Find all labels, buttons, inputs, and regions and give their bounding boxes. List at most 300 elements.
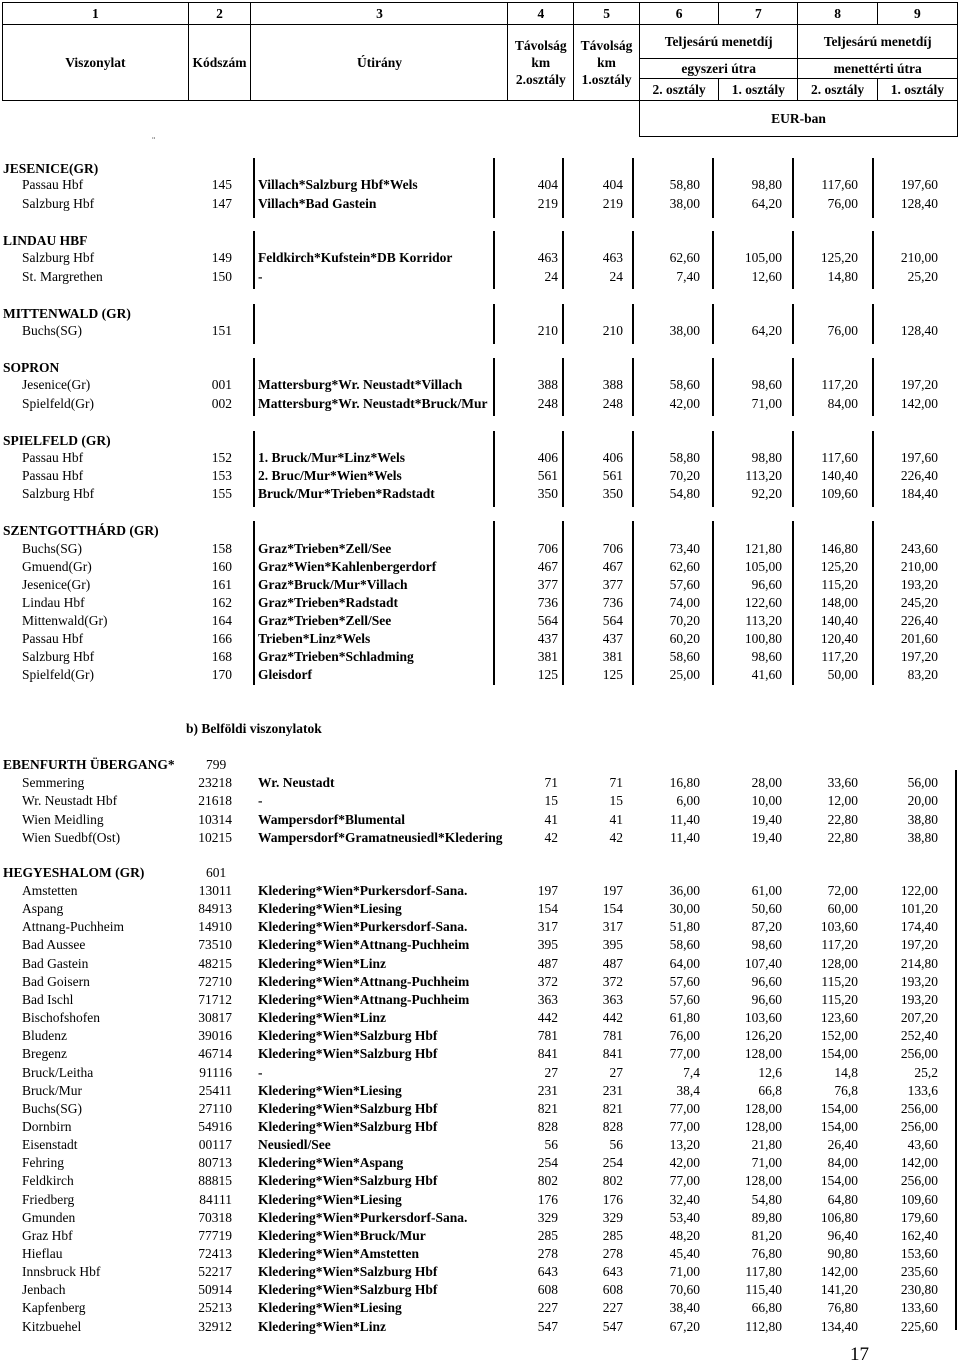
cell-route: Kledering*Wien*Salzburg Hbf [258,1118,438,1134]
header-tavolsag-1 [574,25,640,101]
cell-route: Kledering*Wien*Purkersdorf-Sana. [258,883,468,898]
column-rule [562,158,564,218]
cell-station: Bad Gastein [22,955,89,971]
cell-fare-return-1: 197,60 [900,177,938,192]
cell-station: Bludenz [22,1028,67,1044]
cell-fare-single-1: 96,60 [751,973,782,989]
cell-fare-return-1: 210,00 [900,559,938,574]
cell-fare-single-1: 98,80 [751,450,782,465]
cell-route: Gleisdorf [258,667,312,682]
cell-dist-1: 372 [602,973,623,989]
cell-fare-return-1: 235,60 [900,1264,938,1280]
col-number-7: 7 [719,3,798,25]
cell-dist-2: 219 [537,196,558,211]
cell-dist-1: 278 [602,1246,623,1261]
table-row [0,900,960,918]
cell-fare-single-1: 98,60 [751,377,782,392]
cell-route: Kledering*Wien*Attnang-Puchheim [258,991,470,1007]
section-title: SOPRON [3,360,60,375]
cell-dist-2: 363 [537,991,558,1007]
cell-station: Bad Aussee [22,937,86,953]
header-egy-1oszt: 1. osztály [719,79,798,101]
cell-fare-return-1: 197,20 [900,377,938,392]
column-rule [792,521,794,685]
cell-station: Spielfeld(Gr) [22,667,94,682]
cell-station: Feldkirch [22,1173,74,1189]
col-number-8: 8 [798,3,877,25]
column-rule [493,521,495,685]
cell-code: 158 [211,541,232,556]
column-rule [253,158,255,218]
cell-fare-return-2: 123,60 [820,1010,858,1026]
cell-dist-2: 227 [537,1300,558,1316]
table-row [0,540,960,558]
cell-station: Friedberg [22,1191,75,1207]
cell-fare-return-2: 22,80 [827,811,858,827]
cell-station: Salzburg Hbf [22,486,95,501]
column-rule [562,358,564,416]
cell-route: Kledering*Wien*Bruck/Mur [258,1227,426,1243]
cell-dist-1: 395 [602,937,623,953]
cell-fare-return-2: 50,00 [827,667,858,682]
cell-fare-return-1: 142,00 [900,1155,938,1171]
cell-route: - [258,793,263,809]
cell-fare-return-1: 197,60 [900,450,938,465]
cell-dist-2: 278 [537,1246,558,1261]
cell-dist-2: 254 [537,1155,558,1171]
table-row [0,882,960,900]
cell-fare-return-2: 76,8 [834,1082,858,1098]
cell-fare-single-2: 16,80 [669,775,700,790]
cell-station: Attnang-Puchheim [22,919,124,935]
header-viszonylat: Viszonylat [3,25,189,101]
cell-station: Bruck/Leitha [22,1064,94,1080]
cell-route: Trieben*Linz*Wels [258,631,371,646]
cell-station: Wien Suedbf(Ost) [22,829,121,845]
cell-dist-1: 564 [602,613,623,628]
cell-fare-return-1: 174,40 [900,919,938,935]
cell-route: Kledering*Wien*Liesing [258,1300,402,1316]
cell-fare-single-2: 11,40 [670,829,700,845]
cell-dist-1: 437 [602,631,623,646]
cell-station: Passau Hbf [22,468,84,483]
cell-code: 155 [211,486,232,501]
cell-fare-return-1: 252,40 [900,1028,938,1044]
table-row [0,1318,960,1336]
cell-fare-single-2: 77,00 [669,1118,700,1134]
page-number: 17 [850,1344,869,1364]
cell-station: Semmering [22,775,85,790]
col-number-6: 6 [639,3,718,25]
cell-fare-return-1: 193,20 [900,991,938,1007]
table-row [0,1045,960,1063]
cell-dist-1: 828 [602,1118,623,1134]
cell-code: 150 [211,269,232,284]
cell-dist-1: 406 [602,450,623,465]
cell-fare-single-2: 38,40 [669,1300,700,1316]
cell-dist-1: 487 [602,955,623,971]
cell-dist-1: 125 [602,667,623,682]
cell-fare-return-2: 33,60 [827,775,858,790]
cell-fare-single-1: 115,40 [745,1282,782,1298]
cell-station: Eisenstadt [22,1137,78,1153]
cell-dist-2: 15 [544,793,558,809]
cell-station: Kapfenberg [22,1300,86,1316]
cell-dist-1: 377 [602,577,623,592]
cell-station: Spielfeld(Gr) [22,396,94,411]
cell-station: Fehring [22,1155,64,1171]
cell-dist-1: 388 [602,377,623,392]
cell-station: St. Margrethen [22,269,103,284]
column-rule [792,231,794,289]
cell-dist-2: 285 [537,1227,558,1243]
cell-dist-2: 197 [537,883,558,898]
cell-dist-2: 828 [537,1118,558,1134]
cell-dist-2: 125 [537,667,558,682]
cell-fare-return-2: 26,40 [827,1137,858,1153]
cell-fare-return-2: 106,80 [820,1209,858,1225]
table-row [0,918,960,936]
cell-dist-2: 437 [537,631,558,646]
cell-fare-single-2: 38,00 [669,196,700,211]
cell-route: Wampersdorf*Blumental [258,811,405,827]
cell-fare-return-2: 76,80 [827,1300,858,1316]
cell-fare-single-1: 128,00 [744,1046,782,1062]
cell-route: Villach*Bad Gastein [258,196,377,211]
column-rule [253,431,255,507]
cell-fare-single-2: 57,60 [669,991,700,1007]
cell-station: Aspang [22,901,64,917]
cell-fare-single-2: 42,00 [669,396,700,411]
column-rule [872,304,874,344]
cell-code: 149 [211,250,232,265]
cell-fare-return-1: 56,00 [907,775,938,790]
tav1-line-2: km [597,55,616,70]
cell-fare-single-1: 66,80 [751,1300,782,1316]
cell-route: - [258,269,263,284]
cell-dist-1: 736 [602,595,623,610]
cell-route: Kledering*Wien*Linz [258,1318,387,1334]
table-row [0,395,960,413]
cell-dist-2: 442 [537,1010,558,1026]
table-row [0,936,960,954]
cell-fare-return-2: 90,80 [827,1246,858,1261]
cell-dist-2: 395 [537,937,558,953]
cell-fare-return-1: 214,80 [900,955,938,971]
header-egy-2oszt: 2. osztály [639,79,718,101]
cell-route: Graz*Trieben*Radstadt [258,595,398,610]
cell-route: Kledering*Wien*Linz [258,955,387,971]
tav2-line-1: Távolság [514,38,567,53]
cell-fare-single-1: 21,80 [751,1137,782,1153]
column-rule [632,521,634,685]
cell-station: Buchs(SG) [22,541,82,556]
cell-fare-return-2: 141,20 [820,1282,858,1298]
column-rule [493,304,495,344]
table-row [0,249,960,267]
cell-fare-return-1: 256,00 [900,1100,938,1116]
cell-dist-2: 41 [544,811,558,827]
cell-station: Wien Meidling [22,811,104,827]
column-rule [712,358,714,416]
cell-code: 170 [211,667,232,682]
cell-fare-return-2: 140,40 [820,468,858,483]
cell-fare-single-2: 58,60 [669,377,700,392]
table-row [0,1136,960,1154]
cell-station: Buchs(SG) [22,1100,82,1116]
cell-fare-single-1: 61,00 [751,883,782,898]
header-tick: ¨ [152,136,156,147]
cell-dist-1: 176 [602,1191,623,1207]
header-kodszam: Kódszám [188,25,251,101]
cell-fare-return-2: 115,20 [821,577,858,592]
cell-dist-1: 210 [602,323,623,338]
cell-dist-2: 608 [537,1282,558,1298]
table-row [0,1009,960,1027]
cell-fare-single-2: 36,00 [669,883,700,898]
cell-code: 00117 [198,1137,232,1153]
cell-dist-2: 487 [537,955,558,971]
cell-dist-1: 71 [609,775,623,790]
cell-station: Bischofshofen [22,1010,100,1026]
table-row [0,376,960,394]
cell-fare-single-1: 64,20 [751,323,782,338]
cell-fare-single-1: 98,60 [751,649,782,664]
cell-dist-2: 706 [537,541,558,556]
cell-fare-return-2: 117,20 [821,649,858,664]
cell-dist-2: 248 [537,396,558,411]
table-row [0,811,960,829]
header-tavolsag-2 [508,25,574,101]
cell-fare-single-2: 7,4 [683,1064,700,1080]
cell-route: Kledering*Wien*Linz [258,1010,387,1026]
cell-fare-single-1: 126,20 [744,1028,782,1044]
column-rule [562,431,564,507]
tav1-line-1: Távolság [580,38,633,53]
column-rule [792,304,794,344]
header-teljes-menetterti: Teljesárú menetdíj [798,25,958,59]
cell-code: 21618 [198,793,232,809]
cell-dist-1: 442 [602,1010,623,1026]
header-utirany: Útirány [251,25,508,101]
cell-fare-return-1: 25,20 [907,269,938,284]
cell-fare-return-1: 128,40 [900,196,938,211]
column-rule [872,521,874,685]
cell-fare-return-2: 96,40 [827,1227,858,1243]
cell-fare-single-1: 105,00 [744,559,782,574]
cell-fare-return-1: 25,2 [914,1064,938,1080]
column-rule [632,358,634,416]
section-code: 799 [206,757,227,772]
column-rule [632,304,634,344]
cell-fare-return-1: 142,00 [900,396,938,411]
cell-fare-return-1: 245,20 [900,595,938,610]
cell-fare-single-1: 28,00 [751,775,782,790]
cell-code: 152 [211,450,232,465]
col-number-9: 9 [877,3,957,25]
column-rule [562,304,564,344]
belfoldi-title: b) Belföldi viszonylatok [186,721,322,736]
column-rule [493,431,495,507]
cell-fare-single-2: 71,00 [669,1264,700,1280]
cell-route: Kledering*Wien*Salzburg Hbf [258,1282,438,1298]
cell-dist-2: 329 [537,1209,558,1225]
cell-dist-1: 24 [609,269,623,284]
table-row [0,467,960,485]
col-number-5: 5 [574,3,640,25]
cell-fare-single-1: 66,8 [758,1082,782,1098]
table-row [0,176,960,194]
cell-dist-1: 363 [602,991,623,1007]
column-rule [872,231,874,289]
cell-fare-single-1: 113,20 [745,468,782,483]
cell-code: 71712 [198,991,232,1007]
cell-route: Kledering*Wien*Purkersdorf-Sana. [258,919,468,935]
cell-station: Wr. Neustadt Hbf [22,793,118,809]
cell-code: 145 [211,177,232,192]
section-title: EBENFURTH ÜBERGANG* [3,757,175,772]
cell-fare-single-2: 70,20 [669,468,700,483]
table-row [0,485,960,503]
cell-dist-2: 463 [537,250,558,265]
cell-fare-single-2: 42,00 [669,1155,700,1171]
cell-code: 91116 [199,1064,232,1080]
table-row [0,1245,960,1263]
table-row [0,1172,960,1190]
cell-station: Lindau Hbf [22,595,85,610]
cell-dist-2: 381 [537,649,558,664]
cell-dist-2: 317 [537,919,558,935]
cell-fare-single-1: 107,40 [744,955,782,971]
cell-code: 25213 [198,1300,232,1316]
cell-fare-single-2: 62,60 [669,559,700,574]
cell-dist-1: 467 [602,559,623,574]
cell-dist-2: 561 [537,468,558,483]
table-row [0,973,960,991]
table-row [0,991,960,1009]
cell-fare-single-2: 32,40 [669,1191,700,1207]
table-row [0,1281,960,1299]
table-row [0,774,960,792]
section-code: 601 [206,865,227,880]
cell-fare-return-2: 84,00 [827,396,858,411]
cell-fare-single-1: 128,00 [744,1173,782,1189]
cell-fare-single-2: 45,40 [669,1246,700,1261]
column-rule [562,521,564,685]
cell-fare-single-1: 64,20 [751,196,782,211]
cell-station: Hieflau [22,1246,63,1261]
cell-code: 32912 [198,1318,232,1334]
column-rule [253,304,255,344]
cell-dist-1: 15 [609,793,623,809]
col-number-4: 4 [508,3,574,25]
cell-fare-return-1: 193,20 [900,973,938,989]
cell-fare-return-1: 210,00 [900,250,938,265]
cell-code: 002 [211,396,232,411]
cell-dist-2: 564 [537,613,558,628]
cell-fare-return-1: 226,40 [900,468,938,483]
cell-fare-single-1: 12,6 [758,1064,782,1080]
cell-fare-return-1: 201,60 [900,631,938,646]
table-row [0,576,960,594]
col-number-1: 1 [3,3,189,25]
cell-fare-return-1: 38,80 [907,829,938,845]
cell-fare-single-2: 6,00 [676,793,700,809]
cell-fare-single-1: 92,20 [751,486,782,501]
cell-fare-return-2: 12,00 [827,793,858,809]
cell-dist-1: 561 [602,468,623,483]
table-row [0,612,960,630]
cell-station: Jesenice(Gr) [22,577,91,592]
column-rule [493,231,495,289]
table-row [0,322,960,340]
cell-fare-return-2: 117,60 [821,450,858,465]
cell-route: 2. Bruc/Mur*Wien*Wels [258,468,402,483]
cell-fare-single-1: 76,80 [751,1246,782,1261]
cell-dist-1: 248 [602,396,623,411]
cell-fare-return-2: 152,00 [820,1028,858,1044]
cell-route: Kledering*Wien*Salzburg Hbf [258,1046,438,1062]
cell-code: 168 [211,649,232,664]
cell-fare-return-1: 193,20 [900,577,938,592]
cell-route: Kledering*Wien*Salzburg Hbf [258,1100,438,1116]
cell-fare-single-2: 13,20 [669,1137,700,1153]
cell-fare-single-1: 71,00 [751,396,782,411]
table-row [0,1082,960,1100]
cell-fare-single-2: 11,40 [670,811,700,827]
cell-fare-return-2: 125,20 [820,559,858,574]
cell-fare-return-2: 120,40 [820,631,858,646]
cell-dist-1: 821 [602,1100,623,1116]
cell-route: Mattersburg*Wr. Neustadt*Villach [258,377,463,392]
table-row [0,1064,960,1082]
cell-code: 88815 [198,1173,232,1189]
cell-fare-return-2: 154,00 [820,1046,858,1062]
cell-code: 73510 [198,937,232,953]
cell-dist-1: 643 [602,1264,623,1280]
cell-code: 160 [211,559,232,574]
table-row [0,1191,960,1209]
cell-fare-single-1: 81,20 [751,1227,782,1243]
cell-code: 10314 [198,811,232,827]
table-row [0,648,960,666]
section-title: SPIELFELD (GR) [3,433,111,448]
cell-fare-return-1: 109,60 [900,1191,938,1207]
col-number-3: 3 [251,3,508,25]
cell-dist-2: 841 [537,1046,558,1062]
section-title: LINDAU HBF [3,233,88,248]
cell-station: Salzburg Hbf [22,196,95,211]
cell-dist-1: 841 [602,1046,623,1062]
cell-dist-2: 467 [537,559,558,574]
section-title: HEGYESHALOM (GR) [3,865,145,880]
header-mt-2oszt: 2. osztály [798,79,877,101]
cell-fare-single-1: 89,80 [751,1209,782,1225]
cell-code: 27110 [198,1100,232,1116]
cell-route: Bruck/Mur*Trieben*Radstadt [258,486,435,501]
cell-fare-return-1: 133,6 [907,1082,938,1098]
cell-fare-single-1: 122,60 [744,595,782,610]
cell-dist-1: 404 [602,177,623,192]
table-row [0,449,960,467]
cell-station: Bregenz [22,1046,67,1062]
cell-route: Villach*Salzburg Hbf*Wels [258,177,418,192]
cell-fare-return-1: 230,80 [900,1282,938,1298]
cell-fare-return-2: 134,40 [820,1318,858,1334]
cell-station: Innsbruck Hbf [22,1264,101,1280]
cell-fare-single-2: 51,80 [669,919,700,935]
cell-code: 153 [211,468,232,483]
